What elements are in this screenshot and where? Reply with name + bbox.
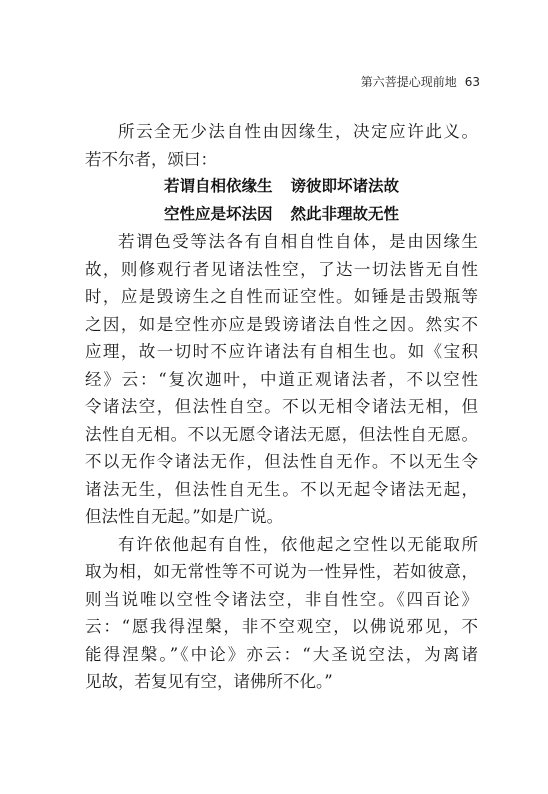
verse-line: [85, 173, 478, 201]
verse-phrase: 谤彼即坏诸法故: [290, 177, 400, 195]
text-line: 若谓色受等法各有自相自性自体，是由因缘生: [118, 232, 478, 251]
text-line: 若不尔者，颂曰：: [85, 149, 217, 169]
text-line: 云：“愿我得涅槃，非不空观空，以佛说邪见，不: [85, 617, 478, 636]
verse-line: [85, 201, 478, 229]
text-line: 取为相，如无常性等不可说为一性异性，若如彼意，: [85, 562, 478, 581]
text-line: 令诸法空，但法性自空。不以无相令诸法无相，但: [85, 397, 478, 416]
paragraph-3: [85, 531, 478, 696]
text-line: 时，应是毁谤生之自性而证空性。如锤是击毁瓶等: [85, 287, 478, 306]
text-line: 不以无作令诸法无作，但法性自无作。不以无生令: [85, 452, 478, 471]
text-line: 之因，如是空性亦应是毁谤诸法自性之因。然实不: [85, 314, 478, 334]
text-line: 但法性自无起。”如是广说。: [85, 507, 284, 526]
paragraph-2: [85, 228, 478, 531]
paragraph-1: [85, 118, 478, 173]
text-line: 见故，若复见有空，诸佛所不化。”: [85, 672, 333, 691]
verse-phrase: 若谓自相依缘生: [163, 177, 273, 195]
text-line: 有许依他起有自性，依他起之空性以无能取所: [118, 534, 478, 554]
page-number: 63: [464, 75, 480, 89]
text-line: 应理，故一切时不应许诸法有自相生也。如《宝积: [85, 342, 478, 361]
chapter-title: 第六菩提心现前地: [360, 75, 457, 89]
verse-block: [85, 173, 478, 228]
text-line: 则当说唯以空性令诸法空，非自性空。《四百论》: [85, 589, 478, 609]
text-line: 诸法无生，但法性自无生。不以无起令诸法无起，: [85, 479, 478, 499]
text-line: 经》云：“复次迦叶，中道正观诸法者，不以空性: [85, 369, 478, 389]
page-body: [85, 118, 478, 696]
text-line: 能得涅槃。”《中论》亦云：“大圣说空法，为离诸: [85, 644, 478, 664]
running-header: [361, 73, 480, 90]
text-line: 故，则修观行者见诸法性空，了达一切法皆无自性: [85, 259, 478, 279]
verse-phrase: 空性应是坏法因: [163, 204, 273, 223]
text-line: 所云全无少法自性由因缘生，决定应许此义。: [118, 122, 478, 141]
text-line: 法性自无相。不以无愿令诸法无愿，但法性自无愿。: [85, 424, 478, 444]
verse-phrase: 然此非理故无性: [290, 204, 400, 223]
